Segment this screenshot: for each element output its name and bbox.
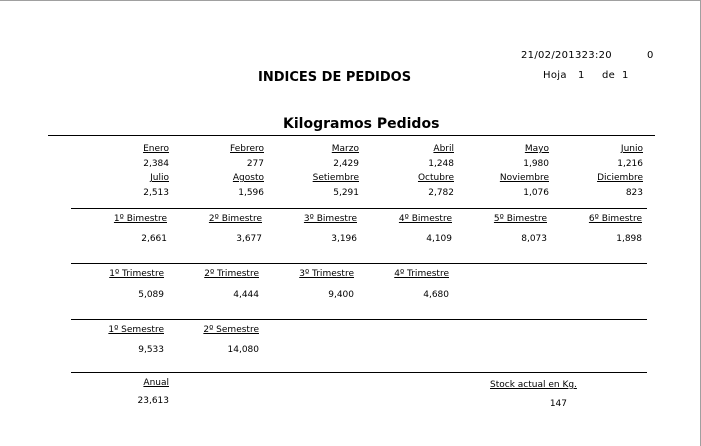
month-value: 1,980 [523,159,549,169]
bimestre-label: 5º Bimestre [493,214,547,224]
bimestre-value: 3,677 [236,234,262,244]
stock-value: 147 [549,399,567,409]
trimestre-label: 3º Trimestre [299,269,354,279]
month-value: 277 [246,159,264,169]
bimestre-value: 1,898 [616,234,642,244]
semestre-label: 1º Semestre [108,325,164,335]
month-value: 2,384 [143,159,169,169]
month-label: Diciembre [597,173,643,183]
bimestre-value: 8,073 [521,234,547,244]
bimestre-value: 4,109 [426,234,452,244]
page-of-label: de [602,70,616,81]
trimestre-value: 4,680 [423,290,449,300]
month-value: 2,429 [333,159,359,169]
anual-value: 23,613 [137,396,169,406]
report-title: INDICES DE PEDIDOS [258,70,412,85]
stock-label: Stock actual en Kg. [490,380,577,390]
trimestre-label: 4º Trimestre [394,269,449,279]
trimestre-value: 9,400 [328,290,354,300]
title-divider [48,135,655,136]
month-value: 1,596 [238,188,264,198]
bimestre-label: 3º Bimestre [303,214,357,224]
month-label: Julio [150,173,169,183]
trimestre-label: 2º Trimestre [204,269,259,279]
month-value: 5,291 [333,188,359,198]
page-label: Hoja [543,70,567,81]
bimestre-label: 4º Bimestre [398,214,452,224]
page-number: 1 [578,70,585,81]
section-divider [71,263,647,264]
month-label: Enero [143,144,169,154]
month-value: 1,076 [523,188,549,198]
anual-label: Anual [143,378,169,388]
month-value: 1,248 [428,159,454,169]
month-label: Mayo [524,144,549,154]
bimestre-label: 1º Bimestre [113,214,167,224]
section-divider [71,319,647,320]
month-value: 1,216 [617,159,643,169]
month-label: Octubre [417,173,454,183]
month-label: Febrero [230,144,264,154]
month-value: 2,782 [428,188,454,198]
semestre-label: 2º Semestre [203,325,259,335]
month-value: 2,513 [143,188,169,198]
report-subtitle: Kilogramos Pedidos [283,116,440,132]
month-label: Marzo [331,144,359,154]
trimestre-value: 4,444 [233,290,259,300]
trimestre-label: 1º Trimestre [109,269,164,279]
bimestre-label: 2º Bimestre [208,214,262,224]
report-datetime: 21/02/201323:20 [521,50,612,61]
report-code: 0 [647,50,654,61]
month-label: Junio [620,144,643,154]
bimestre-label: 6º Bimestre [588,214,642,224]
month-label: Setiembre [312,173,359,183]
month-label: Agosto [232,173,264,183]
semestre-value: 14,080 [227,345,259,355]
month-label: Abril [433,144,454,154]
section-divider [71,208,647,209]
page-total: 1 [622,70,629,81]
section-divider [71,372,647,373]
bimestre-value: 3,196 [331,234,357,244]
trimestre-value: 5,089 [138,290,164,300]
bimestre-value: 2,661 [141,234,167,244]
month-value: 823 [625,188,643,198]
semestre-value: 9,533 [138,345,164,355]
month-label: Noviembre [499,173,549,183]
